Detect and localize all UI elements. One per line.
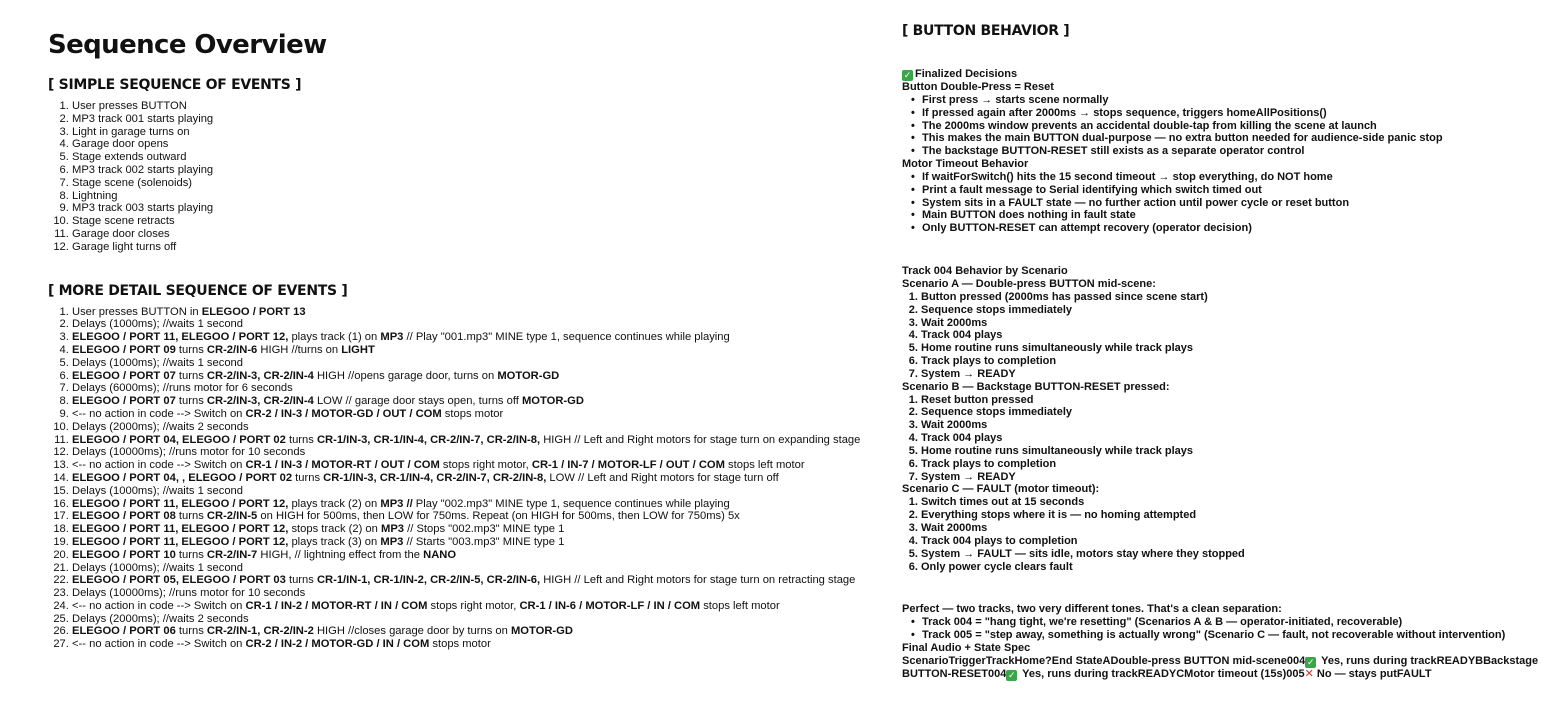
track-behavior-title: Track 004 Behavior by Scenario (902, 265, 1068, 278)
double-press-item: • First press → starts scene normally (922, 94, 1552, 107)
simple-sequence-item: 1. User presses BUTTON (72, 100, 878, 113)
scenario-c-title: Scenario C — FAULT (motor timeout): (902, 483, 1100, 496)
scenario-a-title: Scenario A — Double-press BUTTON mid-scene: (902, 277, 1156, 290)
detail-sequence-item (72, 459, 878, 472)
detail-sequence-item (72, 434, 878, 447)
detail-sequence-item (72, 625, 878, 638)
timeout-item: • System sits in a FAULT state — no further action until power cycle or reset button (922, 197, 1552, 210)
scenario-c-list (902, 496, 1552, 573)
double-press-item: • If pressed again after 2000ms → stops sequence, triggers homeAllPositions() (922, 107, 1552, 120)
spec-line-2-text-c: No — stays putFAULT (1313, 667, 1432, 680)
scenario-b-step: 1. Reset button pressed (921, 394, 1552, 407)
spec-title: Final Audio + State Spec (902, 641, 1031, 654)
scenario-a-step: 2. Sequence stops immediately (921, 304, 1552, 317)
detail-text: Delays (1000ms); //waits 1 second (72, 356, 243, 369)
simple-sequence-heading: [ SIMPLE SEQUENCE OF EVENTS ] (48, 77, 302, 93)
detail-sequence-list (48, 306, 878, 652)
timeout-item: • Print a fault message to Serial identifying which switch timed out (922, 184, 1552, 197)
detail-text: HIGH // Left and Right motors for stage turn on expanding stage (540, 433, 861, 446)
detail-bold-text: CR-1/IN-1, CR-1/IN-2, CR-2/IN-5, CR-2/IN-6, (316, 574, 541, 587)
detail-sequence-item (72, 587, 878, 600)
detail-sequence-item (72, 382, 878, 395)
detail-text: turns (175, 625, 207, 638)
detail-text: stops left motor (724, 459, 805, 472)
detail-bold-text: ELEGOO / PORT 08 (72, 510, 176, 523)
button-behavior-heading: [ BUTTON BEHAVIOR ] (902, 23, 1070, 39)
detail-sequence-item (72, 536, 878, 549)
check-icon: ✓ (1306, 656, 1315, 667)
detail-text: // Play "001.mp3" MINE type 1, sequence continues while playing (403, 331, 730, 344)
detail-sequence-item (72, 498, 878, 511)
detail-bold-text: MOTOR-GD (497, 369, 560, 382)
detail-text: HIGH // Left and Right motors for stage turn on retracting stage (540, 574, 856, 587)
page-title: Sequence Overview (48, 30, 327, 60)
detail-sequence-item (72, 421, 878, 434)
simple-sequence-item: 7. Stage scene (solenoids) (72, 177, 878, 190)
detail-bold-text: CR-1 / IN-6 / MOTOR-LF / IN / COM (519, 599, 701, 612)
detail-bold-text: CR-2/IN-6 (206, 343, 258, 356)
detail-bold-text: MP3 (380, 331, 404, 344)
detail-bold-text: ELEGOO / PORT 11, ELEGOO / PORT 12, (72, 523, 289, 536)
detail-text: Delays (1000ms); //waits 1 second (72, 484, 243, 497)
detail-bold-text: MP3 // (380, 497, 413, 510)
detail-bold-text: CR-1 / IN-2 / MOTOR-RT / IN / COM (245, 599, 428, 612)
detail-sequence-item (72, 357, 878, 370)
tone-item: • Track 005 = "step away, something is actually wrong" (Scenario C — fault, not recoverable without intervention) (922, 629, 1552, 642)
detail-bold-text: ELEGOO / PORT 05, ELEGOO / PORT 03 (72, 574, 286, 587)
spec-line-2-text-b: Yes, runs during trackREADYCMotor timeout (15s)005 (1019, 667, 1305, 680)
left-column (48, 28, 878, 651)
detail-bold-text: CR-1 / IN-3 / MOTOR-RT / OUT / COM (245, 459, 440, 472)
detail-sequence-item (72, 549, 878, 562)
scenario-b-step: 2. Sequence stops immediately (921, 406, 1552, 419)
detail-text: HIGH, // lightning effect from the (257, 548, 424, 561)
simple-sequence-list (48, 100, 878, 254)
scenario-a-step: 5. Home routine runs simultaneously while track plays (921, 342, 1552, 355)
detail-text: // Stops "002.mp3" MINE type 1 (404, 523, 565, 536)
detail-bold-text: CR-2/IN-1, CR-2/IN-2 (206, 625, 314, 638)
detail-bold-text: ELEGOO / PORT 06 (72, 625, 176, 638)
detail-bold-text: CR-2/IN-5 (206, 510, 258, 523)
scenario-c-step: 2. Everything stops where it is — no homing attempted (921, 509, 1552, 522)
simple-sequence-item: 11. Garage door closes (72, 228, 878, 241)
simple-sequence-item: 3. Light in garage turns on (72, 126, 878, 139)
timeout-item: • Only BUTTON-RESET can attempt recovery (operator decision) (922, 222, 1552, 235)
detail-bold-text: CR-2 / IN-3 / MOTOR-GD / OUT / COM (245, 407, 442, 420)
detail-text: Play "002.mp3" MINE type 1, sequence continues while playing (412, 497, 730, 510)
detail-bold-text: NANO (423, 548, 457, 561)
detail-sequence-item (72, 472, 878, 485)
double-press-list (902, 94, 1552, 158)
detail-text: User presses BUTTON in (72, 305, 202, 318)
detail-sequence-item (72, 613, 878, 626)
detail-bold-text: MP3 (380, 535, 404, 548)
detail-bold-text: LIGHT (341, 343, 375, 356)
scenario-a-step: 7. System → READY (921, 368, 1552, 381)
simple-sequence-item: 5. Stage extends outward (72, 151, 878, 164)
spec-line-1-text-b: Yes, runs during trackREADYBBackstage (1318, 654, 1539, 667)
detail-text: turns (175, 395, 207, 408)
scenario-b-step: 3. Wait 2000ms (921, 419, 1552, 432)
scenario-b-step: 4. Track 004 plays (921, 432, 1552, 445)
detail-sequence-item (72, 510, 878, 523)
detail-text: stops left motor (700, 599, 780, 612)
timeout-item: • Main BUTTON does nothing in fault state (922, 209, 1552, 222)
scenario-a-list (902, 291, 1552, 381)
detail-sequence-item (72, 600, 878, 613)
simple-sequence-item: 9. MP3 track 003 starts playing (72, 202, 878, 215)
scenario-c-step: 1. Switch times out at 15 seconds (921, 496, 1552, 509)
detail-bold-text: ELEGOO / PORT 11, ELEGOO / PORT 12, (72, 331, 289, 344)
detail-text: <-- no action in code --> Switch on (72, 638, 246, 651)
detail-bold-text: ELEGOO / PORT 13 (201, 305, 306, 318)
detail-text: Delays (10000ms); //runs motor for 10 seconds (72, 587, 306, 600)
scenario-c-step: 3. Wait 2000ms (921, 522, 1552, 535)
simple-sequence-item: 6. MP3 track 002 starts playing (72, 164, 878, 177)
timeout-list (902, 171, 1552, 235)
detail-bold-text: ELEGOO / PORT 07 (72, 369, 176, 382)
detail-bold-text: MOTOR-GD (521, 395, 584, 408)
scenario-b-step: 5. Home routine runs simultaneously while track plays (921, 445, 1552, 458)
detail-sequence-heading: [ MORE DETAIL SEQUENCE OF EVENTS ] (48, 282, 348, 299)
detail-text: on HIGH for 500ms, then LOW for 750ms. Repeat (on HIGH for 500ms, then LOW for 750ms) 5x (257, 510, 740, 523)
detail-text: <-- no action in code --> Switch on (72, 459, 246, 472)
detail-sequence-item (72, 574, 878, 587)
scenario-a-step: 4. Track 004 plays (921, 329, 1552, 342)
detail-sequence-item (72, 446, 878, 459)
scenario-c-step: 5. System → FAULT — sits idle, motors stay where they stopped (921, 548, 1552, 561)
scenario-b-title: Scenario B — Backstage BUTTON-RESET pressed: (902, 380, 1170, 393)
detail-text: plays track (2) on (288, 497, 381, 510)
detail-text: stops right motor, (439, 459, 532, 472)
detail-bold-text: ELEGOO / PORT 09 (72, 343, 176, 356)
detail-text: turns (292, 471, 324, 484)
detail-text: turns (175, 369, 207, 382)
cross-icon: ✕ (1304, 667, 1314, 680)
spec-line-1 (902, 655, 1552, 668)
detail-text: plays track (3) on (288, 535, 381, 548)
scenario-b-step: 7. System → READY (921, 471, 1552, 484)
detail-text: turns (175, 510, 207, 523)
scenario-c-step: 4. Track 004 plays to completion (921, 535, 1552, 548)
detail-text: HIGH //turns on (257, 343, 342, 356)
perfect-line: Perfect — two tracks, two very different tones. That's a clean separation: (902, 603, 1282, 616)
detail-text: plays track (1) on (288, 331, 381, 344)
detail-text: HIGH //closes garage door by turns on (313, 625, 511, 638)
detail-bold-text: ELEGOO / PORT 07 (72, 395, 176, 408)
detail-sequence-item (72, 318, 878, 331)
detail-sequence-item (72, 485, 878, 498)
timeout-title: Motor Timeout Behavior (902, 158, 1029, 171)
detail-bold-text: CR-2/IN-3, CR-2/IN-4 (206, 369, 314, 382)
detail-sequence-item (72, 370, 878, 383)
detail-sequence-item (72, 331, 878, 344)
detail-text: Delays (2000ms); //waits 2 seconds (72, 612, 249, 625)
detail-text: turns (175, 548, 207, 561)
detail-bold-text: ELEGOO / PORT 04, ELEGOO / PORT 02 (72, 433, 286, 446)
spec-line-2 (902, 668, 1552, 681)
detail-bold-text: CR-1/IN-3, CR-1/IN-4, CR-2/IN-7, CR-2/IN-8, (316, 433, 541, 446)
detail-text: stops motor (429, 638, 491, 651)
timeout-item: • If waitForSwitch() hits the 15 second timeout → stop everything, do NOT home (922, 171, 1552, 184)
detail-bold-text: MOTOR-GD (510, 625, 573, 638)
detail-text: stops motor (441, 407, 504, 420)
simple-sequence-item: 10. Stage scene retracts (72, 215, 878, 228)
scenario-b-step: 6. Track plays to completion (921, 458, 1552, 471)
detail-sequence-item (72, 344, 878, 357)
detail-text: stops right motor, (427, 599, 520, 612)
detail-text: turns (285, 433, 317, 446)
detail-text: LOW // Left and Right motors for stage turn off (546, 471, 779, 484)
detail-sequence-item (72, 562, 878, 575)
simple-sequence-item: 2. MP3 track 001 starts playing (72, 113, 878, 126)
detail-bold-text: CR-1/IN-3, CR-1/IN-4, CR-2/IN-7, CR-2/IN-8, (323, 471, 547, 484)
detail-text: turns (175, 343, 207, 356)
detail-bold-text: ELEGOO / PORT 10 (72, 548, 176, 561)
tone-item: • Track 004 = "hang tight, we're resetting" (Scenarios A & B — operator-initiated, recoverable) (922, 616, 1552, 629)
detail-sequence-item (72, 523, 878, 536)
detail-text: LOW // garage door stays open, turns off (313, 395, 522, 408)
detail-sequence-item (72, 395, 878, 408)
scenario-a-step: 3. Wait 2000ms (921, 317, 1552, 330)
detail-text: Delays (2000ms); //waits 2 seconds (72, 420, 249, 433)
detail-text: Delays (1000ms); //waits 1 second (72, 318, 243, 331)
check-icon: ✓ (1008, 669, 1016, 680)
scenario-a-step: 1. Button pressed (2000ms has passed since scene start) (921, 291, 1552, 304)
check-icon: ✓ (903, 70, 912, 80)
detail-bold-text: ELEGOO / PORT 04, , ELEGOO / PORT 02 (72, 471, 293, 484)
double-press-title: Button Double-Press = Reset (902, 81, 1054, 93)
tone-list (902, 616, 1552, 642)
detail-bold-text: MP3 (381, 523, 405, 536)
detail-text: Delays (1000ms); //waits 1 second (72, 561, 243, 574)
detail-sequence-item (72, 306, 878, 319)
detail-text: // Starts "003.mp3" MINE type 1 (403, 535, 565, 548)
detail-bold-text: CR-1 / IN-7 / MOTOR-LF / OUT / COM (531, 459, 725, 472)
right-column (902, 22, 1552, 681)
detail-text: Delays (6000ms); //runs motor for 6 seconds (72, 382, 293, 395)
detail-bold-text: CR-2/IN-7 (206, 548, 258, 561)
detail-bold-text: ELEGOO / PORT 11, ELEGOO / PORT 12, (72, 497, 289, 510)
double-press-item: • The 2000ms window prevents an accidental double-tap from killing the scene at launch (922, 120, 1552, 133)
scenario-b-list (902, 394, 1552, 484)
detail-text: HIGH //opens garage door, turns on (313, 369, 498, 382)
finalized-decisions-line (902, 68, 1552, 81)
detail-text: <-- no action in code --> Switch on (72, 407, 246, 420)
scenario-a-step: 6. Track plays to completion (921, 355, 1552, 368)
detail-sequence-item (72, 638, 878, 651)
double-press-item: • This makes the main BUTTON dual-purpose — no extra button needed for audience-side panic stop (922, 132, 1552, 145)
simple-sequence-item: 8. Lightning (72, 190, 878, 203)
detail-text: Delays (10000ms); //runs motor for 10 seconds (72, 446, 306, 459)
simple-sequence-item: 12. Garage light turns off (72, 241, 878, 254)
double-press-item: • The backstage BUTTON-RESET still exists as a separate operator control (922, 145, 1552, 158)
scenario-c-step: 6. Only power cycle clears fault (921, 561, 1552, 574)
detail-text: stops track (2) on (288, 523, 381, 536)
detail-bold-text: CR-2/IN-3, CR-2/IN-4 (206, 395, 314, 408)
detail-text: <-- no action in code --> Switch on (72, 599, 246, 612)
simple-sequence-item: 4. Garage door opens (72, 138, 878, 151)
detail-bold-text: CR-2 / IN-2 / MOTOR-GD / IN / COM (245, 638, 430, 651)
detail-sequence-item (72, 408, 878, 421)
detail-text: turns (285, 574, 317, 587)
spec-line-1-text-a: ScenarioTriggerTrackHome?End StateADouble-press BUTTON mid-scene004 (902, 654, 1306, 667)
finalized-decisions-label: Finalized Decisions (915, 68, 1018, 80)
detail-bold-text: ELEGOO / PORT 11, ELEGOO / PORT 12, (72, 535, 289, 548)
spec-line-2-text-a: BUTTON-RESET004 (902, 667, 1007, 680)
